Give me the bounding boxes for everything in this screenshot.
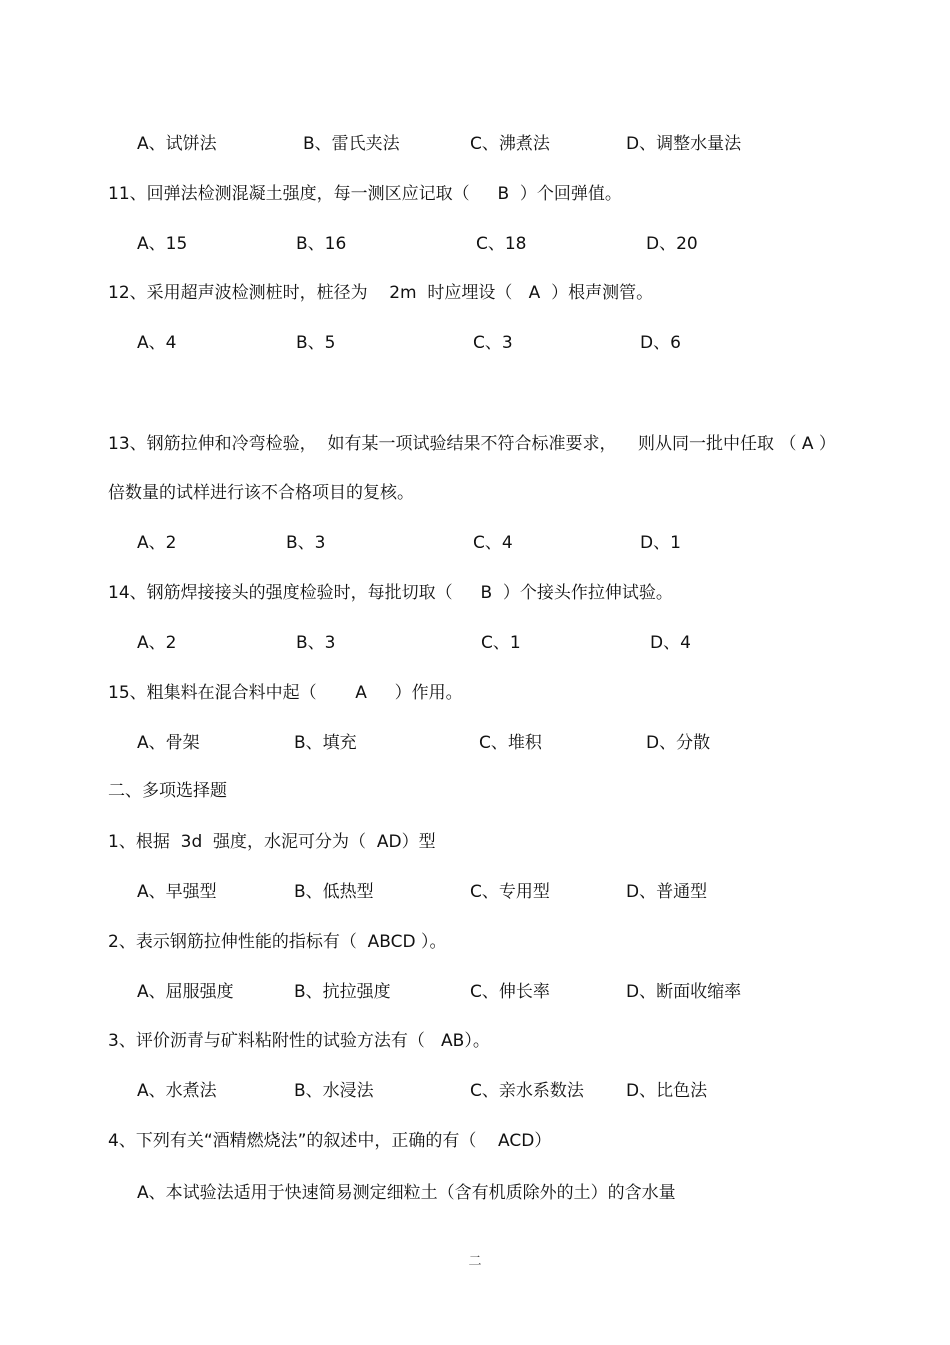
option-d: D、调整水量法 — [626, 134, 742, 154]
option-a: A、15 — [137, 234, 188, 254]
option-a: A、屈服强度 — [137, 982, 234, 1002]
option-d: D、普通型 — [626, 882, 708, 902]
option-d: D、比色法 — [626, 1081, 708, 1101]
option-b: B、16 — [296, 234, 347, 254]
page-number: 二 — [468, 1254, 482, 1269]
option-a: A、骨架 — [137, 733, 200, 753]
question-13-continued: 倍数量的试样进行该不合格项目的复核。 — [108, 483, 414, 503]
option-b: B、5 — [296, 333, 336, 353]
m1-options — [0, 881, 950, 903]
section-heading: 二、多项选择题 — [108, 781, 227, 801]
multi-question-1: 1、根据 3d 强度，水泥可分为（ AD）型 — [108, 832, 436, 852]
option-b: B、低热型 — [294, 882, 374, 902]
q10-options — [0, 133, 950, 155]
option-b: B、3 — [286, 533, 326, 553]
option-c: C、4 — [473, 533, 513, 553]
option-b: B、水浸法 — [294, 1081, 374, 1101]
m2-options — [0, 981, 950, 1003]
option-b: B、雷氏夹法 — [303, 134, 400, 154]
multi-question-4: 4、下列有关“酒精燃烧法”的叙述中，正确的有（ ACD） — [108, 1131, 552, 1151]
option-c: C、沸煮法 — [470, 134, 550, 154]
question-13: 13、钢筋拉伸和冷弯检验， 如有某一项试验结果不符合标准要求， 则从同一批中任取 （ A ） — [108, 434, 836, 454]
q15-options — [0, 732, 950, 754]
option-b: B、3 — [296, 633, 336, 653]
option-b: B、填充 — [294, 733, 357, 753]
option-d: D、4 — [650, 633, 691, 653]
multi-question-2: 2、表示钢筋拉伸性能的指标有（ ABCD ）。 — [108, 932, 447, 952]
option-c: C、伸长率 — [470, 982, 550, 1002]
option-c: C、堆积 — [479, 733, 542, 753]
q14-options — [0, 632, 950, 654]
option-c: C、1 — [481, 633, 521, 653]
multi-question-3: 3、评价沥青与矿料粘附性的试验方法有（ AB）。 — [108, 1031, 490, 1051]
question-14: 14、钢筋焊接接头的强度检验时，每批切取（ B ）个接头作拉伸试验。 — [108, 583, 673, 603]
question-11: 11、回弹法检测混凝土强度，每一测区应记取（ B ）个回弹值。 — [108, 184, 622, 204]
option-b: B、抗拉强度 — [294, 982, 391, 1002]
q13-options — [0, 532, 950, 554]
option-c: C、专用型 — [470, 882, 550, 902]
option-a: A、试饼法 — [137, 134, 217, 154]
option-c: C、亲水系数法 — [470, 1081, 584, 1101]
option-c: C、18 — [476, 234, 527, 254]
option-a: A、水煮法 — [137, 1081, 217, 1101]
m4-option-a: A、本试验法适用于快速简易测定细粒土（含有机质除外的土）的含水量 — [137, 1183, 676, 1203]
q11-options — [0, 233, 950, 255]
option-a: A、2 — [137, 533, 177, 553]
option-d: D、20 — [646, 234, 698, 254]
option-a: A、早强型 — [137, 882, 217, 902]
m3-options — [0, 1080, 950, 1102]
option-d: D、1 — [640, 533, 681, 553]
option-a: A、4 — [137, 333, 177, 353]
option-d: D、分散 — [646, 733, 711, 753]
option-d: D、断面收缩率 — [626, 982, 742, 1002]
question-12: 12、采用超声波检测桩时，桩径为 2m 时应埋设（ A ）根声测管。 — [108, 283, 654, 303]
option-c: C、3 — [473, 333, 513, 353]
question-15: 15、粗集料在混合料中起（ A ）作用。 — [108, 683, 463, 703]
option-d: D、6 — [640, 333, 681, 353]
q12-options — [0, 332, 950, 354]
option-a: A、2 — [137, 633, 177, 653]
